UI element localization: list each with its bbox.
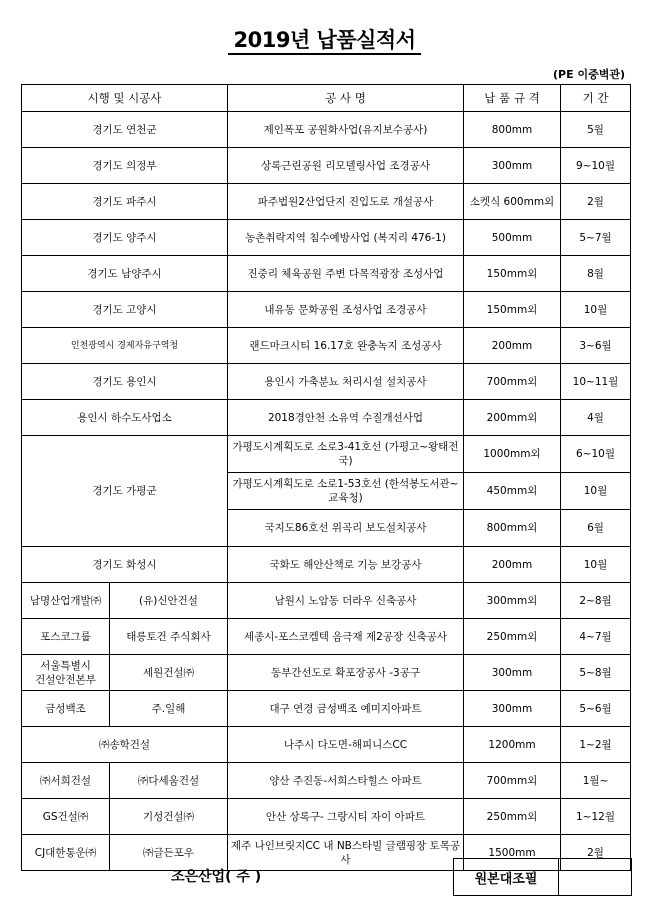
spec-cell: 소켓식 600mm외 xyxy=(464,184,561,220)
table-row xyxy=(22,763,631,799)
table-header-row xyxy=(22,85,631,112)
project-cell: 파주법원2산업단지 진입도로 개설공사 xyxy=(228,184,464,220)
contractor-cell: 세원건설㈜ xyxy=(110,655,228,691)
table-row xyxy=(22,292,631,328)
header-period: 기 간 xyxy=(561,85,631,112)
table-row xyxy=(22,655,631,691)
contractor-cell: (유)신안건설 xyxy=(110,583,228,619)
spec-cell: 200mm외 xyxy=(464,400,561,436)
client-cell: 서울특별시 건설안전본부 xyxy=(22,655,110,691)
spec-cell: 250mm외 xyxy=(464,799,561,835)
spec-cell: 700mm외 xyxy=(464,763,561,799)
project-cell: 국지도86호선 위곡리 보도설치공사 xyxy=(228,510,464,547)
table-row xyxy=(22,691,631,727)
table-row xyxy=(22,256,631,292)
client-cell: 남명산업개발㈜ xyxy=(22,583,110,619)
spec-cell: 300mm xyxy=(464,691,561,727)
spec-cell: 800mm xyxy=(464,112,561,148)
period-cell: 3~6월 xyxy=(561,328,631,364)
period-cell: 4~7월 xyxy=(561,619,631,655)
project-cell: 랜드마크시티 16.17호 완충녹지 조성공사 xyxy=(228,328,464,364)
project-cell: 남원시 노암동 더라우 신축공사 xyxy=(228,583,464,619)
spec-cell: 300mm외 xyxy=(464,583,561,619)
contractor-cell: 주.일해 xyxy=(110,691,228,727)
spec-cell: 250mm외 xyxy=(464,619,561,655)
period-cell: 10월 xyxy=(561,547,631,583)
spec-cell: 300mm xyxy=(464,655,561,691)
period-cell: 2월 xyxy=(561,835,631,871)
table-row xyxy=(22,400,631,436)
client-cell: ㈜서희건설 xyxy=(22,763,110,799)
document-title: 2019년 납품실적서 xyxy=(0,24,649,54)
project-cell: 제주 나인브릿지CC 내 NB스타빌 글램핑장 토목공사 xyxy=(228,835,464,871)
project-cell: 제인폭포 공원화사업(유지보수공사) xyxy=(228,112,464,148)
project-cell: 나주시 다도면-해피니스CC xyxy=(228,727,464,763)
client-cell: 경기도 용인시 xyxy=(22,364,228,400)
project-cell: 세종시-포스코켐텍 음극재 제2공장 신축공사 xyxy=(228,619,464,655)
table-row xyxy=(22,220,631,256)
period-cell: 1~2월 xyxy=(561,727,631,763)
project-cell: 농촌취락지역 침수예방사업 (복지리 476-1) xyxy=(228,220,464,256)
project-cell: 국화도 해안산책로 기능 보강공사 xyxy=(228,547,464,583)
period-cell: 6~10월 xyxy=(561,436,631,473)
company-name: 조은산업( 주 ) xyxy=(171,869,262,885)
project-cell: 가평도시계획도로 소로1-53호선 (한석봉도서관~교육청) xyxy=(228,473,464,510)
header-spec: 납 품 규 격 xyxy=(464,85,561,112)
project-cell: 대구 연경 금성백조 예미지아파트 xyxy=(228,691,464,727)
client-cell: 경기도 가평군 xyxy=(22,436,228,547)
spec-cell: 150mm외 xyxy=(464,292,561,328)
period-cell: 4월 xyxy=(561,400,631,436)
period-cell: 10월 xyxy=(561,473,631,510)
spec-cell: 300mm xyxy=(464,148,561,184)
document-subtitle: (PE 이중벽관) xyxy=(553,68,625,81)
delivery-record-table xyxy=(21,84,631,871)
period-cell: 5월 xyxy=(561,112,631,148)
client-cell: 금성백조 xyxy=(22,691,110,727)
client-cell: CJ대한통운㈜ xyxy=(22,835,110,871)
table-row xyxy=(22,364,631,400)
certification-box xyxy=(453,858,632,896)
table-row xyxy=(22,547,631,583)
project-cell: 상록근린공원 리모델링사업 조경공사 xyxy=(228,148,464,184)
period-cell: 2~8월 xyxy=(561,583,631,619)
spec-cell: 200mm xyxy=(464,547,561,583)
contractor-cell: ㈜글든포우 xyxy=(110,835,228,871)
client-cell: 경기도 연천군 xyxy=(22,112,228,148)
table-row xyxy=(22,727,631,763)
period-cell: 2월 xyxy=(561,184,631,220)
period-cell: 8월 xyxy=(561,256,631,292)
table-row xyxy=(22,184,631,220)
client-cell: GS건설㈜ xyxy=(22,799,110,835)
client-cell: 인천광역시 경제자유구역청 xyxy=(22,328,228,364)
table-row xyxy=(22,148,631,184)
period-cell: 9~10월 xyxy=(561,148,631,184)
client-cell: 경기도 화성시 xyxy=(22,547,228,583)
spec-cell: 1000mm외 xyxy=(464,436,561,473)
spec-cell: 450mm외 xyxy=(464,473,561,510)
project-cell: 동부간선도로 확포장공사 -3공구 xyxy=(228,655,464,691)
contractor-cell: ㈜다세움건설 xyxy=(110,763,228,799)
certification-label: 원본대조필 xyxy=(454,859,559,895)
stamp-cell xyxy=(559,859,631,895)
period-cell: 5~6월 xyxy=(561,691,631,727)
table-row xyxy=(22,328,631,364)
project-cell: 가평도시계획도로 소로3-41호선 (가평고~왕태전국) xyxy=(228,436,464,473)
client-cell: ㈜송학건설 xyxy=(22,727,228,763)
project-cell: 안산 상록구- 그랑시티 자이 아파트 xyxy=(228,799,464,835)
header-client: 시행 및 시공사 xyxy=(22,85,228,112)
document-footer xyxy=(21,858,630,896)
header-project: 공 사 명 xyxy=(228,85,464,112)
project-cell: 2018경안천 소유역 수질개선사업 xyxy=(228,400,464,436)
client-cell: 경기도 고양시 xyxy=(22,292,228,328)
spec-cell: 200mm xyxy=(464,328,561,364)
client-cell: 경기도 파주시 xyxy=(22,184,228,220)
project-cell: 내유동 문화공원 조성사업 조경공사 xyxy=(228,292,464,328)
client-cell: 경기도 의정부 xyxy=(22,148,228,184)
client-cell: 용인시 하수도사업소 xyxy=(22,400,228,436)
project-cell: 진중리 체육공원 주변 다목적광장 조성사업 xyxy=(228,256,464,292)
client-cell: 경기도 양주시 xyxy=(22,220,228,256)
project-cell: 용인시 가축분뇨 처리시설 설치공사 xyxy=(228,364,464,400)
table-row xyxy=(22,112,631,148)
period-cell: 6월 xyxy=(561,510,631,547)
spec-cell: 1500mm xyxy=(464,835,561,871)
table-row xyxy=(22,583,631,619)
spec-cell: 800mm외 xyxy=(464,510,561,547)
period-cell: 5~7월 xyxy=(561,220,631,256)
client-cell: 포스코그룹 xyxy=(22,619,110,655)
spec-cell: 700mm외 xyxy=(464,364,561,400)
table-row xyxy=(22,619,631,655)
contractor-cell: 태릉토건 주식회사 xyxy=(110,619,228,655)
period-cell: 5~8월 xyxy=(561,655,631,691)
project-cell: 양산 주진동-서희스타힐스 아파트 xyxy=(228,763,464,799)
period-cell: 1월~ xyxy=(561,763,631,799)
period-cell: 10월 xyxy=(561,292,631,328)
table-row xyxy=(22,436,631,473)
period-cell: 10~11월 xyxy=(561,364,631,400)
client-cell: 경기도 남양주시 xyxy=(22,256,228,292)
table-row xyxy=(22,799,631,835)
period-cell: 1~12월 xyxy=(561,799,631,835)
spec-cell: 1200mm xyxy=(464,727,561,763)
spec-cell: 150mm외 xyxy=(464,256,561,292)
contractor-cell: 기성건설㈜ xyxy=(110,799,228,835)
spec-cell: 500mm xyxy=(464,220,561,256)
